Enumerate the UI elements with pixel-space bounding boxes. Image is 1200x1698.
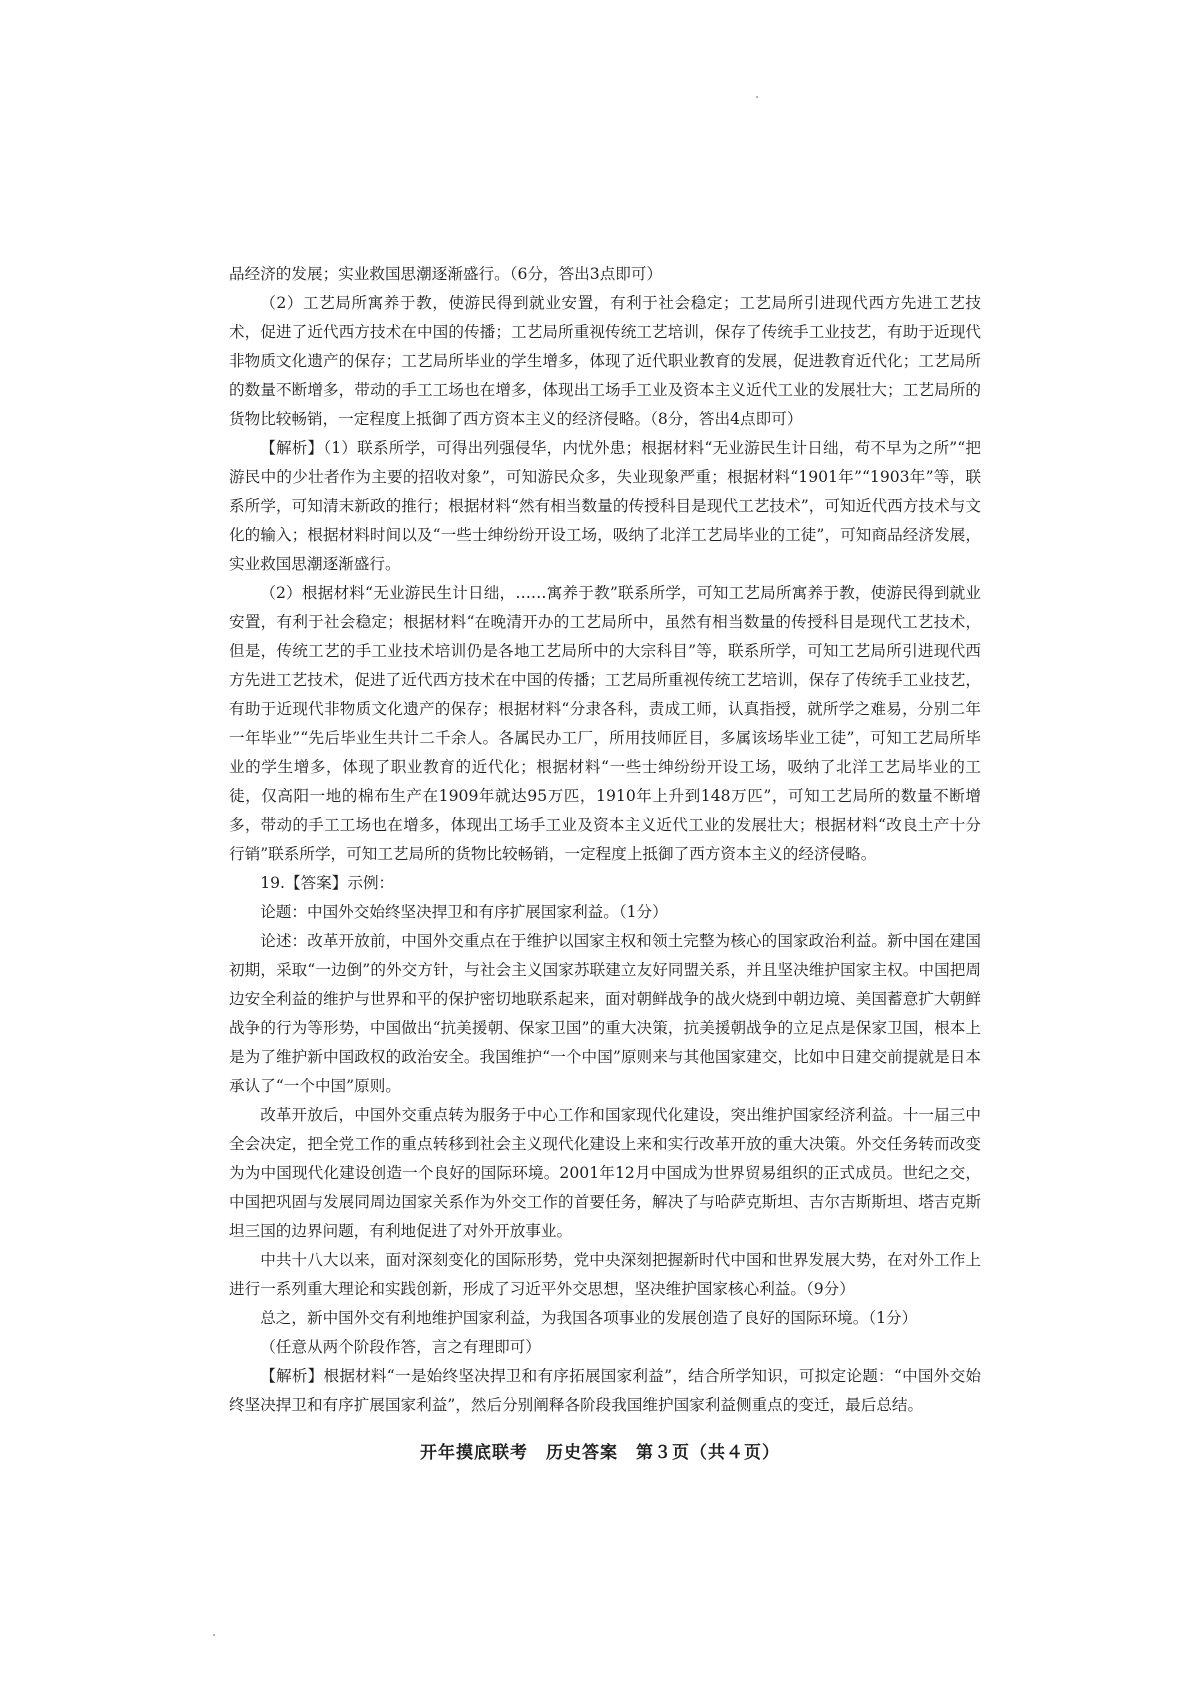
scan-speck-bottom [213, 1634, 215, 1636]
scan-speck-top [756, 96, 758, 98]
analysis-paragraph: （2）根据材料“无业游民生计日绌，……寓养于教”联系所学，可知工艺局所寓养于教，使游民得到就业安置，有利于社会稳定；根据材料“在晚清开办的工艺局所中，虽然有相当数量的传授科目是现代工艺技术，但是，传统工艺的手工业技术培训仍是各地工艺局所中的大宗科目”等，联系所学，可知工艺局所引进现代西方先进工艺技术，促进了近代西方技术在中国的传播；工艺局所重视传统工艺培训，保存了传统手工业技艺，有助于近现代非物质文化遗产的保存；根据材料“分隶各科，责成工师，认真指授，就所学之难易，分别二年一年毕业”“先后毕业生共计二千余人。各属民办工厂，所用技师匠目，多属该场毕业工徒”，可知工艺局所毕业的学生增多，体现了职业教育的近代化；根据材料“一些士绅纷纷开设工场，吸纳了北洋工艺局毕业的工徒，仅高阳一地的棉布生产在1909年就达95万匹，1910年上升到148万匹”，可知工艺局所的数量不断增多，带动的手工工场也在增多，体现出工场手工业及资本主义近代工业的发展壮大；根据材料“改良土产十分行销”联系所学，可知工艺局所的货物比较畅销，一定程度上抵御了西方资本主义的经济侵略。 [229, 584, 981, 863]
question-heading: 19.【答案】示例： [260, 874, 395, 892]
page-footer: 开年摸底联考 历史答案 第３页（共４页） [420, 1443, 780, 1463]
thesis-paragraph: 论题：中国外交始终坚决捍卫和有序扩展国家利益。（1分） [260, 903, 668, 921]
conclusion-paragraph: 总之，新中国外交有利地维护国家利益，为我国各项事业的发展创造了良好的国际环境。（1分） [260, 1309, 918, 1327]
analysis-paragraph: 【解析】（1）联系所学，可得出列强侵华，内忧外患；根据材料“无业游民生计日绌，苟不早为之所”“把游民中的少壮者作为主要的招收对象”，可知游民众多，失业现象严重；根据材料“1901年”“1903年”等，联系所学，可知清末新政的推行；根据材料“然有相当数量的传授科目是现代工艺技术”，可知近代西方技术与文化的输入；根据材料时间以及“一些士绅纷纷开设工场，吸纳了北洋工艺局毕业的工徒”，可知商品经济发展，实业救国思潮逐渐盛行。 [229, 439, 981, 573]
argument-paragraph: 改革开放后，中国外交重点转为服务于中心工作和国家现代化建设，突出维护国家经济利益。十一届三中全会决定，把全党工作的重点转移到社会主义现代化建设上来和实行改革开放的重大决策。外交任务转而改变为为中国现代化建设创造一个良好的国际环境。2001年12月中国成为世界贸易组织的正式成员。世纪之交，中国把巩固与发展同周边国家关系作为外交工作的首要任务，解决了与哈萨克斯坦、吉尔吉斯斯坦、塔吉克斯坦三国的边界问题，有利地促进了对外开放事业。 [229, 1106, 981, 1240]
answer-paragraph: 品经济的发展；实业救国思潮逐渐盛行。（6分，答出3点即可） [229, 265, 663, 283]
note-paragraph: （任意从两个阶段作答，言之有理即可） [260, 1338, 541, 1356]
answer-paragraph: （2）工艺局所寓养于教，使游民得到就业安置，有利于社会稳定；工艺局所引进现代西方先进工艺技术，促进了近代西方技术在中国的传播；工艺局所重视传统工艺培训，保存了传统手工业技艺，有助于近现代非物质文化遗产的保存；工艺局所毕业的学生增多，体现了近代职业教育的发展，促进教育近代化；工艺局所的数量不断增多，带动的手工工场也在增多，体现出工场手工业及资本主义近代工业的发展壮大；工艺局所的货物比较畅销，一定程度上抵御了西方资本主义的经济侵略。（8分，答出4点即可） [229, 294, 981, 428]
analysis-paragraph: 【解析】根据材料“一是始终坚决捍卫和有序拓展国家利益”，结合所学知识，可拟定论题：“中国外交始终坚决捍卫和有序扩展国家利益”，然后分别阐释各阶段我国维护国家利益侧重点的变迁，最后总结。 [229, 1367, 981, 1414]
argument-paragraph: 论述：改革开放前，中国外交重点在于维护以国家主权和领土完整为核心的国家政治利益。新中国在建国初期，采取“一边倒”的外交方针，与社会主义国家苏联建立友好同盟关系，并且坚决维护国家主权。中国把周边安全利益的维护与世界和平的保护密切地联系起来，面对朝鲜战争的战火烧到中朝边境、美国蓄意扩大朝鲜战争的行为等形势，中国做出“抗美援朝、保家卫国”的重大决策，抗美援朝战争的立足点是保家卫国，根本上是为了维护新中国政权的政治安全。我国维护“一个中国”原则来与其他国家建交，比如中日建交前提就是日本承认了“一个中国”原则。 [229, 932, 981, 1095]
argument-paragraph: 中共十八大以来，面对深刻变化的国际形势，党中央深刻把握新时代中国和世界发展大势，在对外工作上进行一系列重大理论和实践创新，形成了习近平外交思想，坚决维护国家核心利益。（9分） [229, 1251, 981, 1298]
answer-body [229, 260, 981, 1420]
